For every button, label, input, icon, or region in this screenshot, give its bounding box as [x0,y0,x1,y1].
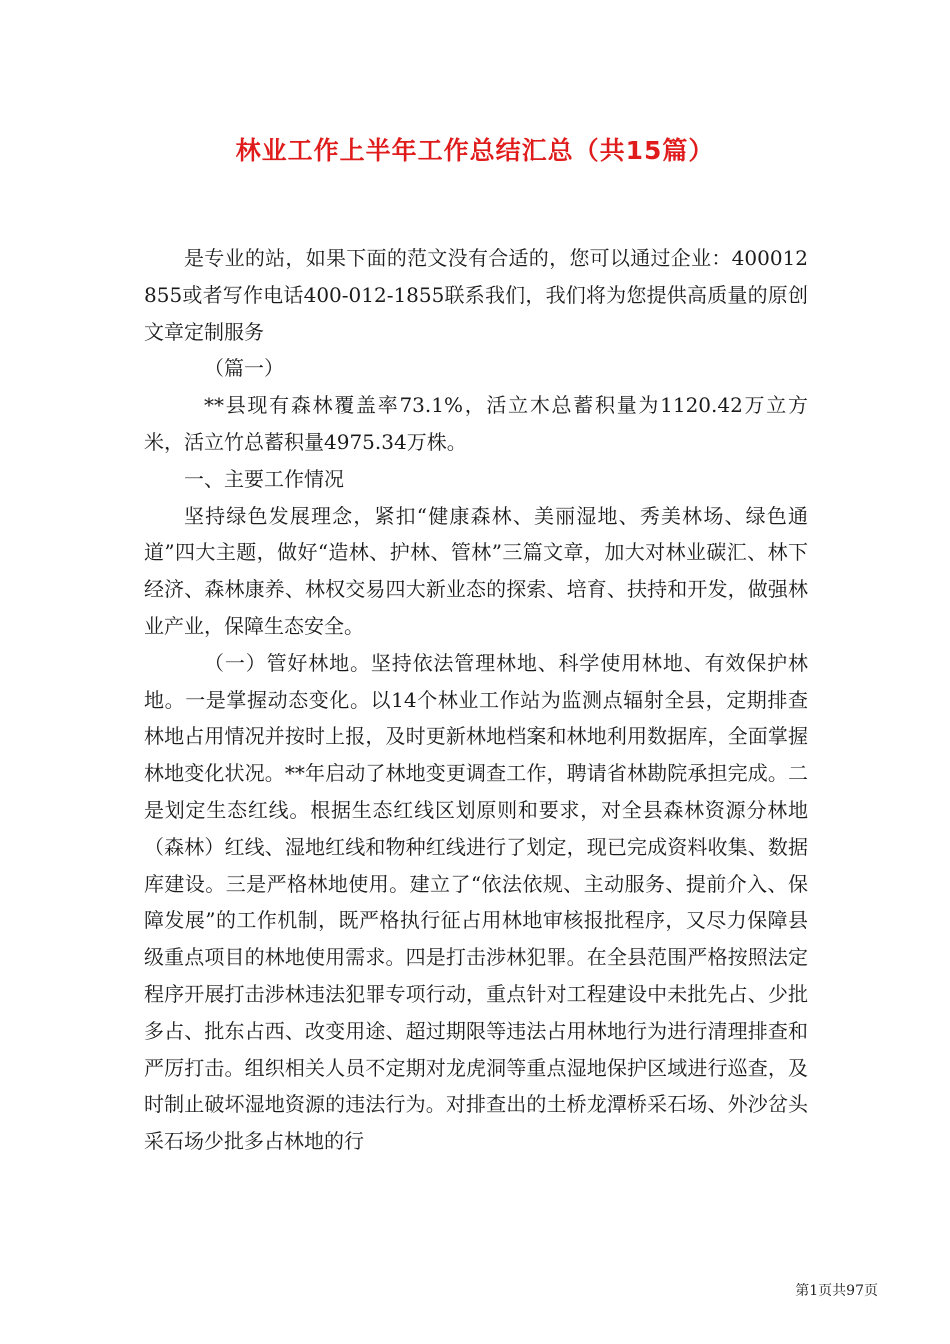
paragraph-green-development: 坚持绿色发展理念，紧扣“健康森林、美丽湿地、秀美林场、绿色通道”四大主题，做好“造林、护林、管林”三篇文章，加大对林业碳汇、林下经济、森林康养、林权交易四大新业态的探索、培育、扶持和开发，做强林业产业，保障生态安全。 [144,503,808,638]
document-title: 林业工作上半年工作总结汇总（共15篇） [235,136,715,165]
section-heading: 一、主要工作情况 [184,466,344,491]
section-label: （篇一） [204,356,284,381]
paragraph-forest-land-management: （一）管好林地。坚持依法管理林地、科学使用林地、有效保护林地。一是掌握动态变化。以14个林业工作站为监测点辐射全县，定期排查林地占用情况并按时上报，及时更新林地档案和林地利用数据库，全面掌握林地变化状况。**年启动了林地变更调查工作，聘请省林勘院承担完成。二是划定生态红线。根据生态红线区划原则和要求，对全县森林资源分林地（森林）红线、湿地红线和物种红线进行了划定，现已完成资料收集、数据库建设。三是严格林地使用。建立了“依法依规、主动服务、提前介入、保障发展”的工作机制，既严格执行征占用林地审核报批程序，又尽力保障县级重点项目的林地使用需求。四是打击涉林犯罪。在全县范围严格按照法定程序开展打击涉林违法犯罪专项行动，重点针对工程建设中未批先占、少批多占、批东占西、改变用途、超过期限等违法占用林地行为进行清理排查和严厉打击。组织相关人员不定期对龙虎洞等重点湿地保护区域进行巡查，及时制止破坏湿地资源的违法行为。对排查出的土桥龙潭桥采石场、外沙岔头采石场少批多占林地的行 [144,650,808,1154]
page-number: 第1页共97页 [795,1283,878,1299]
intro-paragraph: 是专业的站，如果下面的范文没有合适的，您可以通过企业：400012855或者写作电话400-012-1855联系我们，我们将为您提供高质量的原创文章定制服务 [144,246,808,344]
paragraph-forest-stats: **县现有森林覆盖率73.1%，活立木总蓄积量为1120.42万立方米，活立竹总蓄积量4975.34万株。 [144,393,808,454]
document-body [144,240,808,1160]
